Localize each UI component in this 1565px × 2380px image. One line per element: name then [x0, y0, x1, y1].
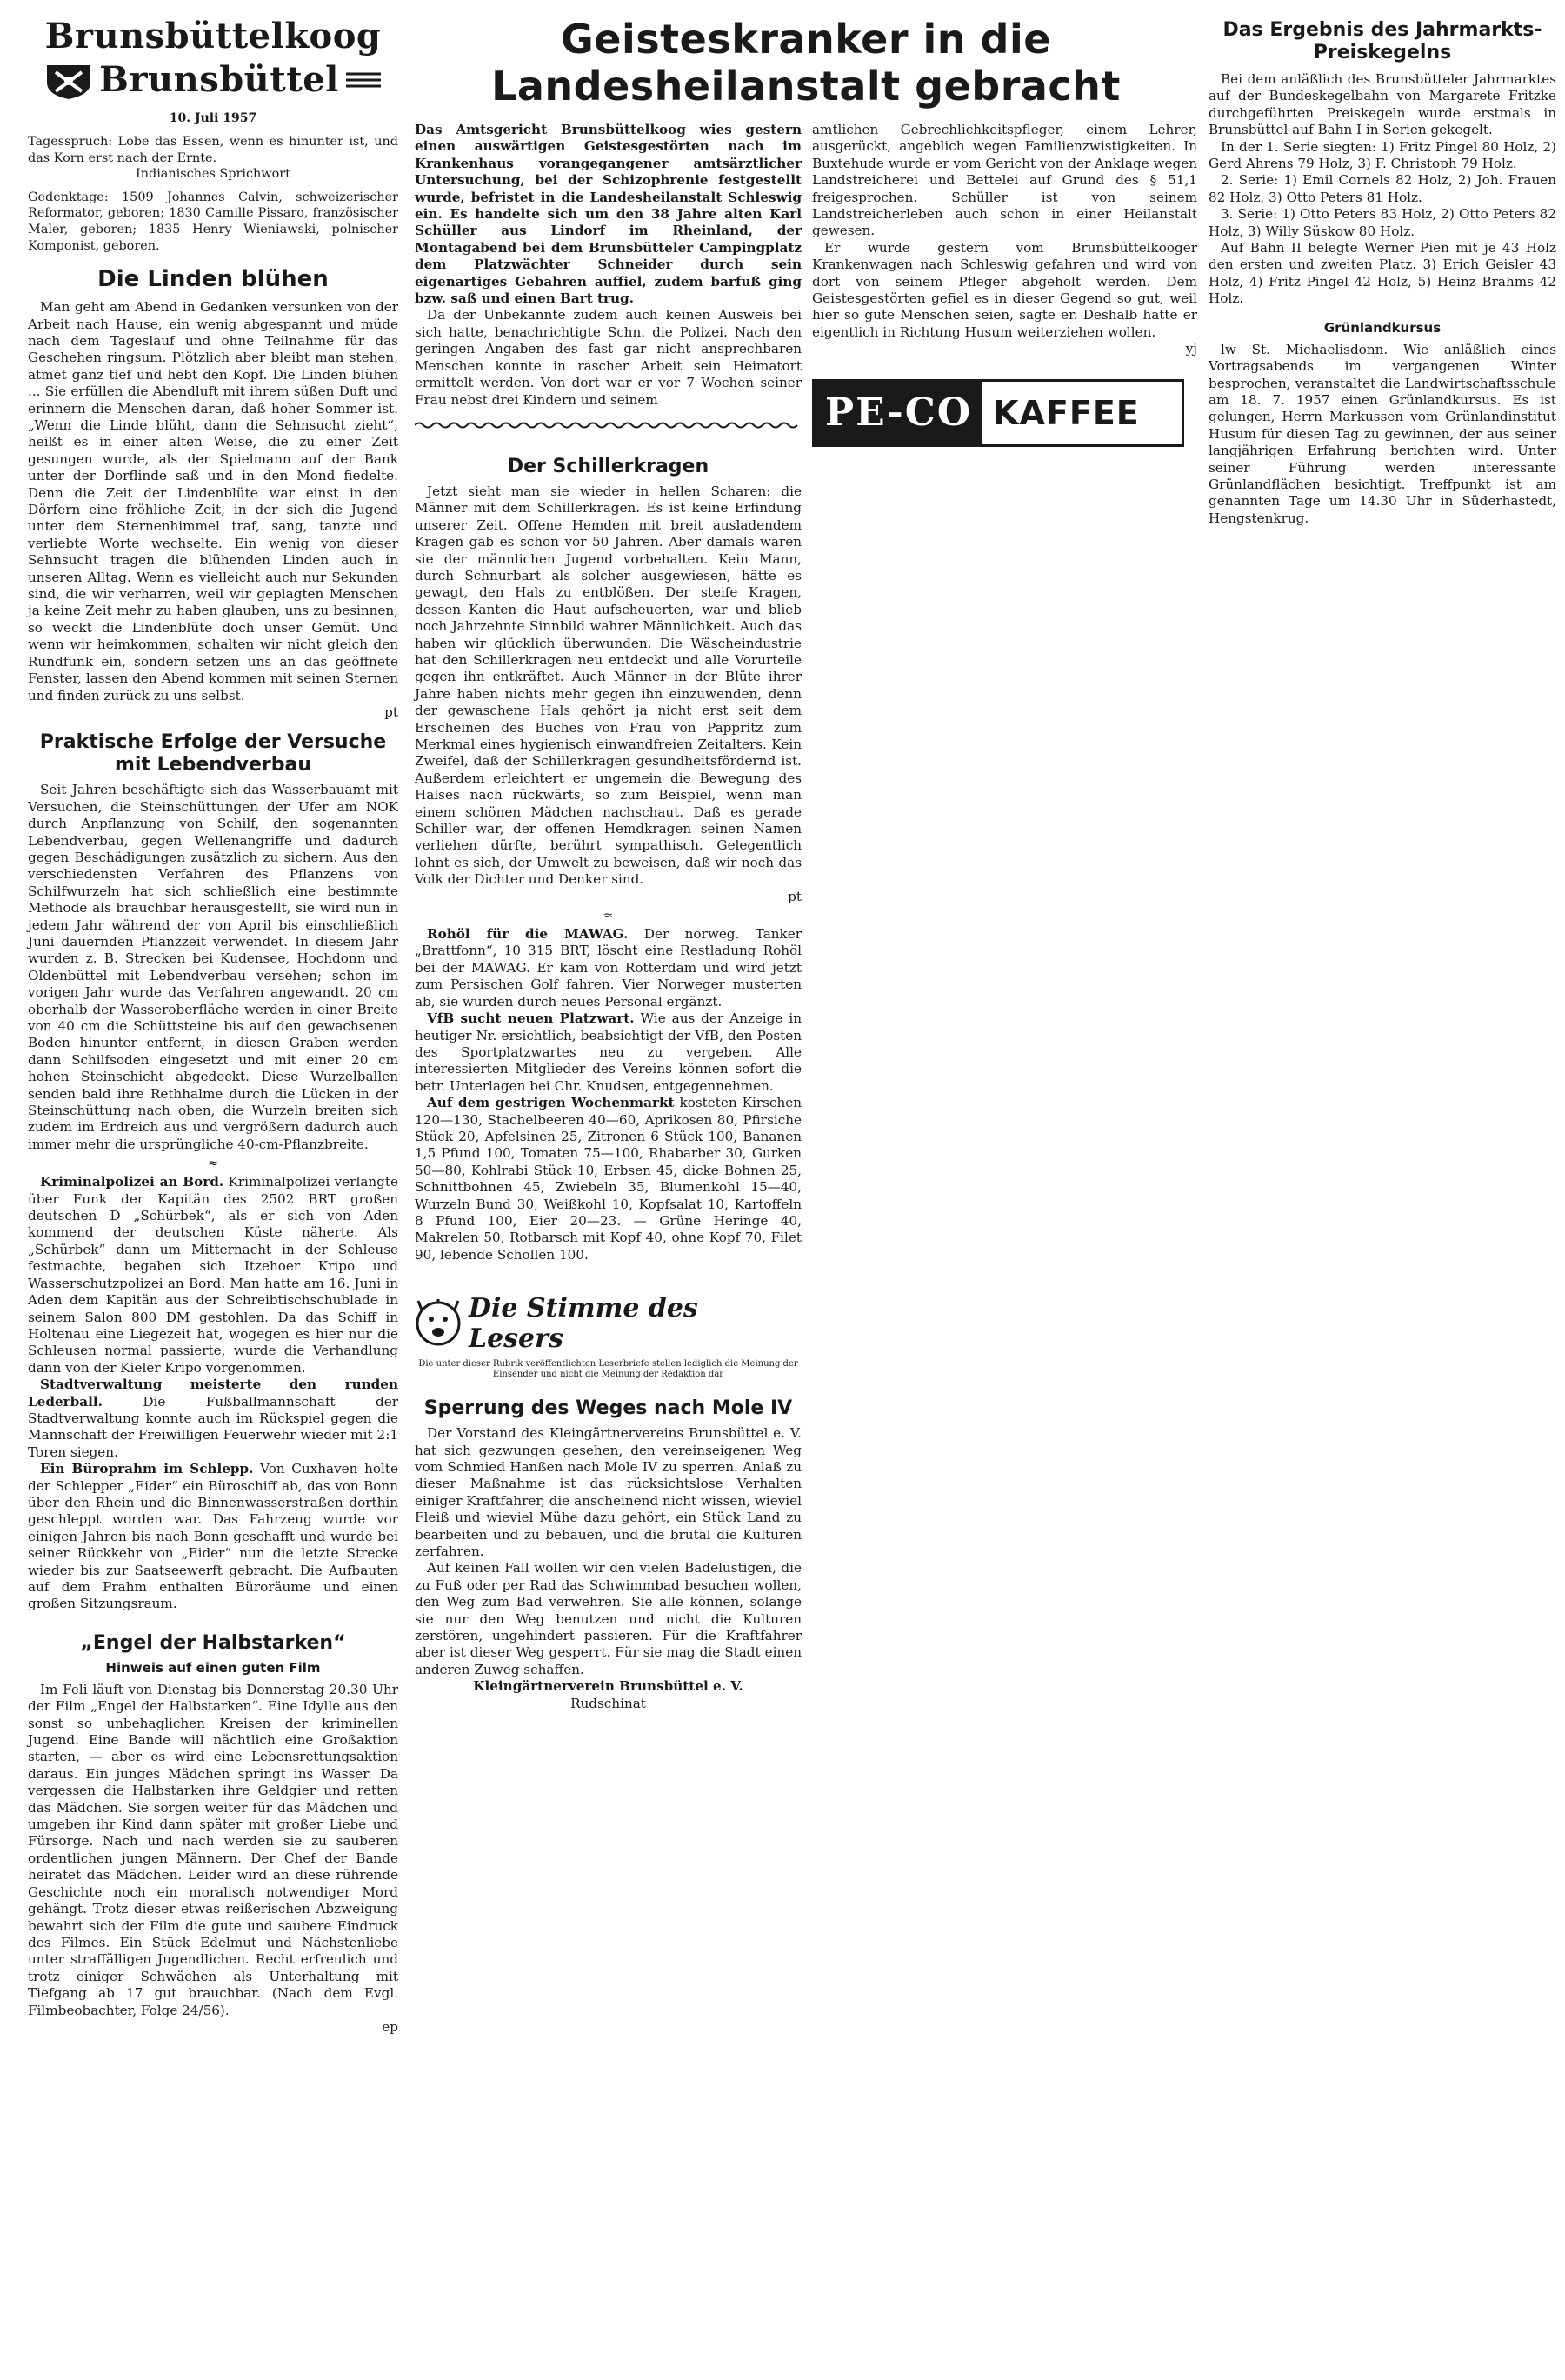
kegel-text: Bei dem anläßlich des Brunsbütteler Jahrmarktes auf der Bundeskegelbahn von Margarete Fritzke durchgeführten Preiskegeln wurde erstmals in Brunsbüttel auf Bahn I in Serien gekegelt. — [1209, 71, 1556, 138]
markt-item: Auf dem gestrigen Wochenmarkt kosteten Kirschen 120—130, Stachelbeeren 40—60, Aprikosen 80, Pfirsiche Stück 20, Apfelsinen 25, Zitronen 6 Stück 100, Bananen 1,5 Pfund 100, Tomaten 75—100, Rhabarber 30, Gurken 50—80, Kohlrabi Stück 10, Erbsen 45, dicke Bohnen 25, Schnittbohnen 45, Zwiebeln 35, Blumenkohl 15—40, Wurzeln Bund 30, Weißkohl 10, Kopfsalat 10, Kartoffeln 8 Pfund 100, Eier 20—23. — Grüne Heringe 40, Makrelen 50, Rotbarsch mit Kopf 40, ohne Kopf 70, Filet 90, lebende Schollen 100. — [415, 1095, 802, 1263]
stimme-logo: Die Stimme des Lesers — [415, 1293, 802, 1354]
kegel-title: Das Ergebnis des Jahrmarkts-Preiskegelns — [1222, 19, 1542, 63]
sperr-sig-2: Rudschinat — [570, 1695, 646, 1711]
engel-text: Im Feli läuft von Dienstag bis Donnerstag 20.30 Uhr der Film „Engel der Halbstarken“. Eine Idylle aus den sonst so unbehaglichen Kreisen der kriminellen Jugend. Eine Bande will nächtlich eine Großaktion starten, — aber es wird eine Lebensrettungsaktion daraus. Ein junges Mädchen springt ins Wasser. Da vergessen die Halbstarken ihre Geldgier und retten das Mädchen. Sie sorgen weiter für das Mädchen und umgeben ihr Kind dann später mit großer Liebe und Fürsorge. Nach und nach werden sie zu sauberen ordentlichen jungen Männern. Der Chef der Bande heiratet das Mädchen. Leider wird an diese rührende Geschichte noch ein moralisch notwendiger Mord gehängt. Trotz dieser etwas reißerischen Abzweigung bewahrt sich der Film die gute und saubere Eindruck des Filmes. Ein Stück Edelmut und Nächstenliebe unter straffälligen Jugendlichen. Recht erfreulich und trotz einiger Schwächen als Unterhaltung mit Tiefgang ab 17 gut brauchbar. (Nach dem Evgl. Filmbeobachter, Folge 24/56). — [28, 1681, 398, 2018]
masthead-title: Brunsbüttelkoog — [44, 16, 382, 57]
geist-cont: amtlichen Gebrechlichkeitspfleger, einem Lehrer, ausgerückt, angeblich wegen Familienzwistigkeiten. In Buxtehude wurde er vom Gericht von der Anklage wegen Landstreicherei und Bettelei auf Grund des § 51,1 freigesprochen. Schüller ist von seinem Landstreicherleben auch schon in einer Heilanstalt gewesen. — [812, 122, 1197, 239]
schiller-text: Jetzt sieht man sie wieder in hellen Scharen: die Männer mit dem Schillerkragen. Es ist keine Erfindung unserer Zeit. Offene Hemden mit breit ausladendem Kragen gab es schon vor 50 Jahren. Aber damals waren sie der männlichen Jugend vorbehalten. Kein Mann, durch Schnurbart als solcher ausgewiesen, hätte es gewagt, den Hals zu entblößen. Der steife Kragen, dessen Kanten die Haut aufscheuerten, war und blieb noch Jahrzehnte Sinnbild wahrer Männlichkeit. Auch das haben wir glücklich überwunden. Die Wäscheindustrie hat den Schillerkragen neu entdeckt und alle Vorurteile gegen ihn entkräftet. Auch Männer in der Blüte ihrer Jahre haben nichts mehr gegen ihn einzuwenden, denn der gewaschene Hals gehört ja nicht erst seit dem Erscheinen des Buches von Frau von Pappritz zum Merkmal eines hygienisch einwandfreien Zeitalters. Kein Zweifel, daß der Schillerkragen gesundheitsfördernd ist. Außerdem erleichtert er ungemein die Bewegung des Halses nach rückwärts, so zum Beispiel, wenn man einem schönen Mädchen nachschaut. Daß es gerade Schiller war, der offenen Hemdkragen seinen Namen verliehen dürfte, berührt sympathisch. Gelegentlich lohnt es sich, der Umwelt zu beweisen, daß wir noch das Volk der Dichter und Denker sind. — [415, 483, 802, 888]
sperr-text: Der Vorstand des Kleingärtnervereins Brunsbüttel e. V. hat sich gezwungen gesehen, den vereinseigenen Weg vom Schmied Hanßen nach Mole IV zu sperren. Anlaß zu dieser Maßnahme ist das rücksichtslose Verhalten einiger Kraftfahrer, die anscheinend nicht wissen, wieviel Fleiß und wieviel Mühe dazu gehört, ein Stück Land zu bearbeiten und zu bebauen, und die brutal die Kulturen zerfahren. — [415, 1425, 802, 1560]
tagesspruch: Tagesspruch: Lobe das Essen, wenn es hinunter ist, und das Korn erst nach der Ernte. — [28, 135, 398, 165]
buero-item: Ein Büroprahm im Schlepp. Von Cuxhaven holte der Schlepper „Eider“ ein Büroschiff ab, das von Bonn über den Rhein und die Binnenwasserstraßen dorthin geschleppt worden war. Das Fahrzeug wurde vor einigen Jahren bis nach Bonn geschafft und wurde bei seiner Rückkehr von „Eider“ nun die letzte Strecke wieder bis zur Saatseewerft gebracht. Die Aufbauten auf dem Prahm enthalten Büroräume und einen großen Sitzungsraum. — [28, 1461, 399, 1612]
ad-product: KAFFEE — [993, 393, 1140, 432]
masthead-subtitle: Brunsbüttel — [99, 59, 339, 100]
gedenktage: Gedenktage: 1509 Johannes Calvin, schweizerischer Reformator, geboren; 1830 Camille Pissaro, französischer Maler, geboren; 1835 Henry Wieniawski, polnischer Komponist, geboren. — [28, 190, 398, 253]
stadt-item: Stadtverwaltung meisterte den runden Lederball. Die Fußballmannschaft der Stadtverwaltung konnte auch im Rückspiel gegen die Mannschaft der Freiwilligen Feuerwehr wieder mit 2:1 Toren siegen. — [28, 1377, 399, 1460]
linden-text: Man geht am Abend in Gedanken versunken von der Arbeit nach Hause, ein wenig abgespannt und müde nach dem Tageslauf und ohne Teilnahme für das Geschehen ringsum. Plötzlich aber bleibt man stehen, atmet ganz tief und hebt den Kopf. Die Linden blühen ... Sie erfüllen die Abendluft mit ihrem süßen Duft und erinnern die Menschen daran, daß hoher Sommer ist. „Wenn die Linde blüht, dann die Sehnsucht zieht“, heißt es in einer alten Weise, die zu einer Zeit gesungen wurde, als der Spielmann auf der Bank unter der Dorflinde saß und in den Mond fiedelte. Denn die Zeit der Lindenblüte war einst in den Dörfern eine fröhliche Zeit, in der sich die Jugend unter dem Sternenhimmel traf, sang, tanzte und verliebte Worte wechselte. Ein wenig von dieser Sehnsucht tragen die blühenden Linden auch in unseren Alltag. Wenn es vielleicht auch nur Sekunden sind, die wir verharren, weil wir geplagten Menschen ja keine Zeit mehr zu haben glauben, uns zu besinnen, so weckt die Lindenblüte doch unser Gemüt. Und wenn wir heimkommen, schalten wir nicht gleich den Rundfunk ein, sondern setzen uns an das geöffnete Fenster, lassen den Abend kommen mit seinen Sternen und finden zurück zu uns selbst. — [28, 299, 398, 703]
engel-subtitle: Hinweis auf einen guten Film — [105, 1659, 321, 1676]
issue-date: 10. Juli 1957 — [169, 111, 257, 125]
geist-sig: yj — [1185, 341, 1197, 357]
stimme-note: Die unter dieser Rubrik veröffentlichten Leserbriefe stellen lediglich die Meinung der Einsender und nicht die Meinung der Redaktion dar — [418, 1359, 798, 1380]
lead-headline: Geisteskranker in die Landesheilanstalt gebracht — [491, 16, 1121, 110]
masthead-row — [28, 59, 398, 101]
kegel-s3: 3. Serie: 1) Otto Peters 83 Holz, 2) Otto Peters 82 Holz, 3) Willy Süskow 80 Holz. — [1209, 206, 1556, 239]
separator-icon: ≈ — [603, 909, 614, 923]
lead-columns — [415, 122, 1197, 1712]
kegel-s2: 2. Serie: 1) Emil Cornels 82 Holz, 2) Joh. Frauen 82 Holz, 3) Otto Peters 81 Holz. — [1209, 172, 1556, 205]
linden-sig: pt — [384, 703, 398, 720]
column-4 — [1209, 16, 1556, 527]
linden-title: Die Linden blühen — [97, 266, 329, 293]
lead-story — [415, 16, 1197, 1712]
sperr-text-2: Auf keinen Fall wollen wir den vielen Badelustigen, die zu Fuß oder per Rad das Schwimmbad besuchen wollen, den Weg zum Bad verwehren. Sie alle können, solange sie nur den Weg benutzen und nicht die Kulturen zerstören, ungehindert passieren. Für die Kraftfahrer aber ist dieser Weg gesperrt. Für sie mag die Stadt einen anderen Zuweg schaffen. — [415, 1560, 802, 1677]
schiller-sig: pt — [788, 888, 802, 904]
sperr-title: Sperrung des Weges nach Mole IV — [423, 1397, 793, 1420]
sperr-sig-1: Kleingärtnerverein Brunsbüttel e. V. — [473, 1678, 743, 1695]
column-3 — [812, 122, 1197, 1712]
ad-brand: PE-CO — [815, 382, 982, 444]
schiller-title: Der Schillerkragen — [507, 455, 709, 477]
peco-ad — [812, 379, 1184, 447]
tagesspruch-source: Indianisches Sprichwort — [136, 167, 290, 182]
rohol-item: Rohöl für die MAWAG. Der norweg. Tanker „Brattfonn“, 10 315 BRT, löscht eine Restladung Rohöl bei der MAWAG. Er kam von Rotterdam und wird jetzt zum Persischen Golf fahren. Vier Norweger musterten ab, sie wurden durch neues Personal ergänzt. — [415, 926, 802, 1010]
column-2 — [415, 122, 802, 1712]
geist-text: Da der Unbekannte zudem auch keinen Ausweis bei sich hatte, benachrichtigte Schn. die Polizei. Nach den geringen Angaben des fast gar nicht ansprechbaren Menschen konnte in rascher Arbeit sein Heimatort ermittelt werden. Von dort war er vor 7 Wochen seiner Frau nebst drei Kindern und seinem — [415, 307, 802, 408]
kegel-s4: Auf Bahn II belegte Werner Pien mit je 43 Holz den ersten und zweiten Platz. 3) Erich Geisler 43 Holz, 4) Fritz Pingel 42 Holz, 5) Heinz Brahms 42 Holz. — [1209, 240, 1556, 307]
erfolge-title: Praktische Erfolge der Versuche mit Lebendverbau — [39, 731, 387, 777]
masthead-rule-icon — [346, 67, 381, 93]
separator-icon: ≈ — [208, 1157, 218, 1171]
kegel-s1: In der 1. Serie siegten: 1) Fritz Pingel 80 Holz, 2) Gerd Ahrens 79 Holz, 3) F. Christoph 79 Holz. — [1209, 138, 1556, 172]
engel-sig: ep — [382, 2018, 398, 2035]
geist-cont-2: Er wurde gestern vom Brunsbüttelkooger Krankenwagen nach Schleswig gefahren und wird von dort von seinem Pfleger abgeholt werden. Dem Geistesgestörten gefiel es in dieser Gegend so gut, weil hier so gute Menschen seien, sagte er. Deshalb hatte er eigentlich in Richtung Husum weiterziehen wollen. — [812, 239, 1197, 340]
geist-lead: Das Amtsgericht Brunsbüttelkoog wies gestern einen auswärtigen Geistesgestörten nach im Krankenhaus vorangegangener amtsärztlicher Untersuchung, bei der Schizophrenie festgestellt wurde, befristet in die Landesheilanstalt Schleswig ein. Es handelte sich um den 38 Jahre alten Karl Schüller aus Lindorf im Rheinland, der Montagabend bei dem Brunsbütteler Campingplatz dem Platzwächter Schneider durch sein eigenartiges Gebahren auffiel, zudem barfuß ging bzw. saß und einen Bart trug. — [415, 122, 802, 307]
reader-face-icon — [415, 1299, 462, 1348]
kripo-item: Kriminalpolizei an Bord. Kriminalpolizei verlangte über Funk der Kapitän des 2502 BRT großen deutschen D „Schürbek“, als er sich von Aden kommend der deutschen Küste näherte. Als „Schürbek“ dann um Mitternacht in der Schleuse festmachte, begaben sich Itzehoer Kripo und Wasserschutzpolizei an Bord. Man hatte am 16. Juni in Aden dem Kapitän aus der Schreibtischschublade in seinem Salon 800 DM gestohlen. Da das Schiff in Holtenau eine Liegezeit hat, wogegen es hier nur die Schleusen normal passierte, wurde die Verhandlung dann von der Kieler Kripo vorgenommen. — [28, 1174, 398, 1376]
engel-title: „Engel der Halbstarken“ — [80, 1631, 346, 1654]
column-1 — [28, 16, 398, 2036]
gruen-text: lw St. Michaelisdonn. Wie anläßlich eines Vortragsabends im vergangenen Winter besprochen, veranstaltet die Landwirtschaftsschule am 18. 7. 1957 einen Grünlandkursus. Es ist gelungen, Herrn Markussen vom Grünlandinstitut Husum für diesen Tag zu gewinnen, der aus seiner langjährigen Erfahrung berichten wird. Unter seiner Führung werden interessante Grünlandflächen besichtigt. Treffpunkt ist am genannten Tage um 14.30 Uhr in Süderhastedt, Hengstenkrug. — [1209, 341, 1556, 526]
erfolge-text: Seit Jahren beschäftigte sich das Wasserbauamt mit Versuchen, die Steinschüttungen der Ufer am NOK durch Anpflanzung von Schilf, den sogenannten Lebendverbau, gegen Wellenangriffe und dadurch gegen Beschädigungen zusätzlich zu sichern. Aus den verschiedensten Verfahren des Pflanzens von Schilfwurzeln hat sich schließlich eine bestimmte Methode als brauchbar herausgestellt, sie wird nun in jedem Jahr während der von April bis einschließlich Juni dauernden Pflanzzeit verwendet. In diesem Jahr wurden z. B. Strecken bei Kudensee, Hochdonn und Oldenbüttel mit Lebendverbau versehen; schon im vorigen Jahr wurde das Verfahren angewandt. 20 cm oberhalb der Wasseroberfläche werden in einer Breite von 40 cm die Schüttsteine bis auf den gewachsenen Boden hinunter entfernt, in diesen Graben werden dann Schilfsoden eingesetzt und mit einer 20 cm hohen Steinschicht abgedeckt. Diese Wurzelballen senden bald ihre Rethhalme durch die Lücken in der Steinschüttung nach oben, die Wurzeln breiten sich zudem im Erdreich aus und vergrößern dadurch auch immer mehr die ursprüngliche 40-cm-Pflanzbreite. — [28, 782, 398, 1152]
wavy-rule-icon — [415, 421, 802, 430]
coat-of-arms-icon — [45, 60, 92, 100]
gruen-title: Grünlandkursus — [1323, 319, 1442, 336]
vfb-item: VfB sucht neuen Platzwart. Wie aus der Anzeige in heutiger Nr. ersichtlich, beabsichtigt der VfB, den Posten des Sportplatzwartes neu zu vergeben. Alle interessierten Mitglieder des Vereins können sofort die betr. Unterlagen bei Chr. Knudsen, entgegennehmen. — [415, 1010, 802, 1094]
